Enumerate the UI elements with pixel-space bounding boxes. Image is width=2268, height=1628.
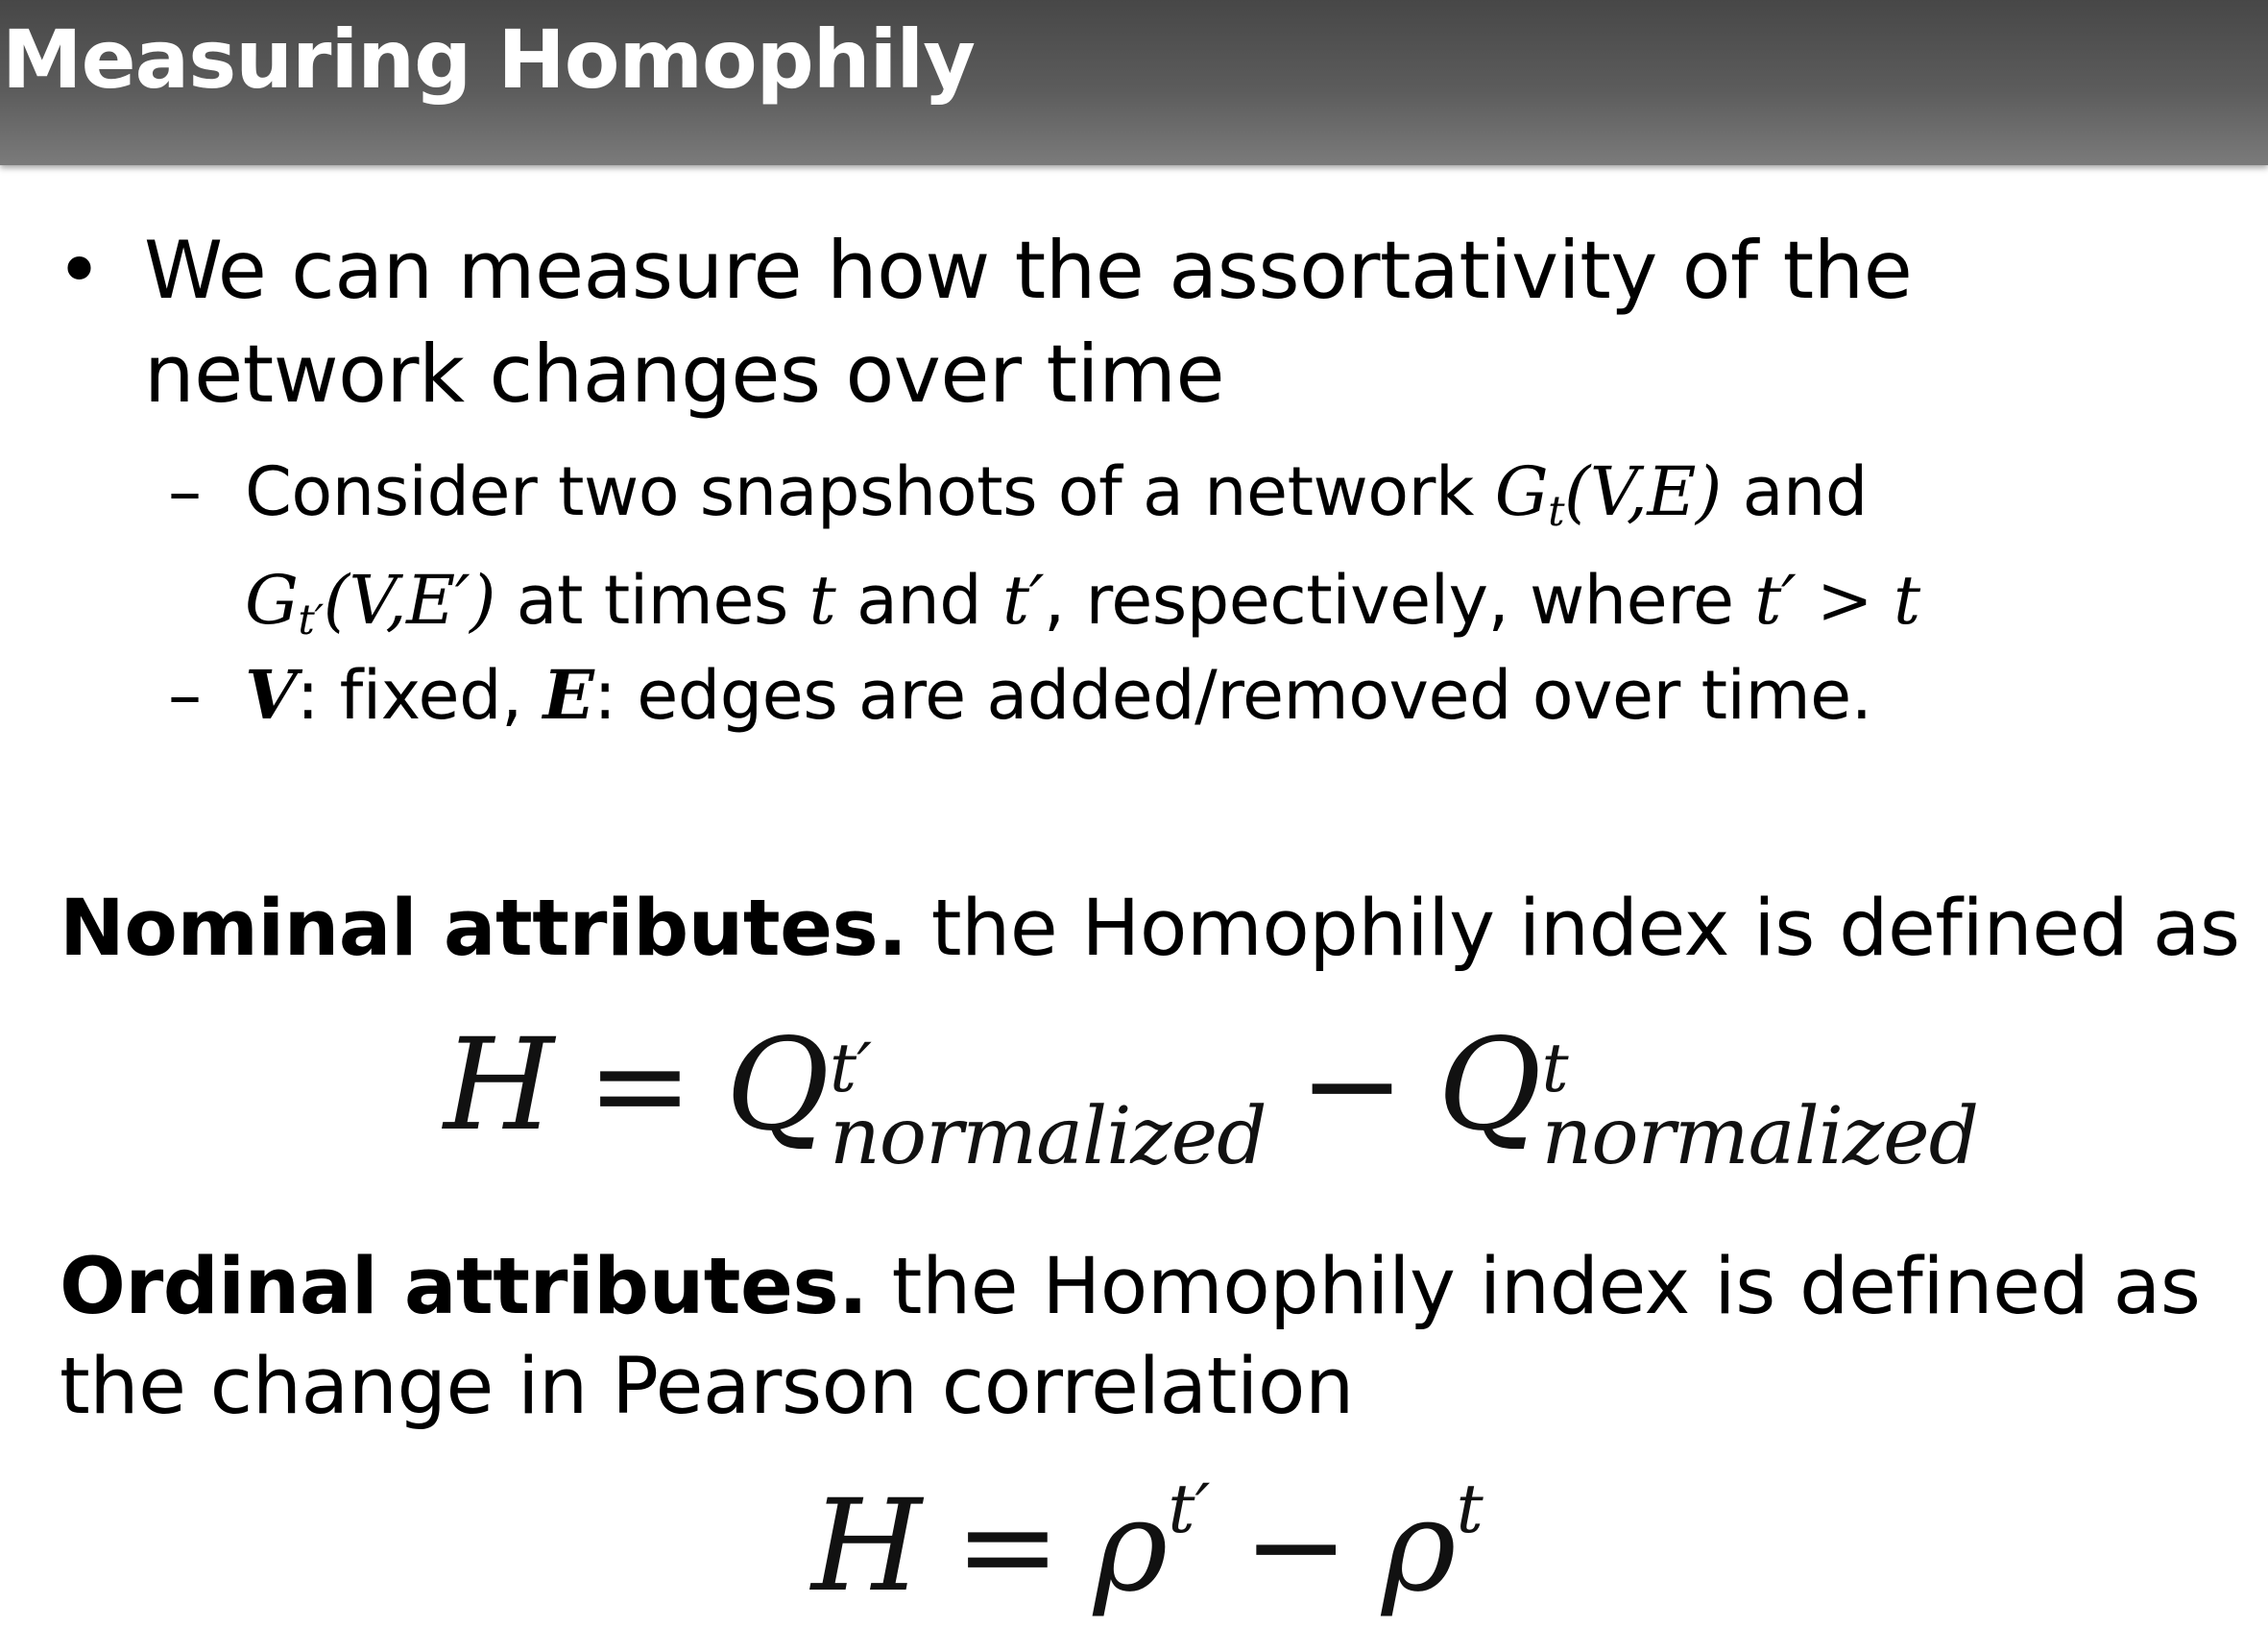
text-segment: : fixed, (296, 656, 543, 735)
eq-rho-term: ρ (1093, 1472, 1169, 1620)
math-v: V (245, 655, 297, 735)
nominal-heading: Nominal attributes. (60, 884, 907, 974)
eq-rho-sup: t (1456, 1470, 1484, 1548)
slide-title: Measuring Homophily (2, 12, 975, 107)
sub-bullet-text (245, 651, 1871, 740)
eq-lhs: H (444, 1011, 555, 1159)
eq-equals: = (954, 1472, 1061, 1620)
text-segment: Consider two snapshots of a network (245, 452, 1495, 531)
equation-nominal (444, 1004, 1978, 1219)
sub-bullet-text (245, 448, 1920, 665)
math-g-prime: Gt′(V,E′) (245, 560, 495, 644)
text-segment: and (1721, 452, 1868, 531)
ordinal-text: the Homophily index is defined as (867, 1242, 2201, 1332)
eq-q-term: Q (1437, 1011, 1542, 1159)
text-segment: and (835, 560, 1002, 640)
eq-equals: = (587, 1011, 693, 1159)
math-t-prime: t′ (1001, 560, 1044, 640)
nominal-text: the Homophily index is defined as (906, 884, 2240, 974)
eq-rho-term: ρ (1381, 1472, 1457, 1620)
eq-q-scripts: t′ $_{normalized}$ (829, 1029, 1267, 1182)
nominal-attributes-paragraph (60, 879, 2240, 979)
sub-bullet-marker: – (168, 656, 202, 735)
bullet-text (144, 219, 2208, 426)
eq-minus: − (1298, 1011, 1406, 1159)
ordinal-heading: Ordinal attributes. (60, 1242, 868, 1332)
eq-q-scripts: t $_{normalized}$ (1541, 1029, 1979, 1182)
text-segment: at times (495, 560, 809, 640)
eq-q-term: Q (725, 1011, 830, 1159)
bullet-line-2: network changes over time (144, 328, 1225, 421)
sub-bullet-line-1 (245, 448, 1920, 556)
sub-bullet-line-2 (245, 556, 1920, 665)
sub-bullet-marker: – (168, 452, 202, 531)
eq-minus: − (1243, 1472, 1349, 1620)
ordinal-attributes-paragraph (60, 1237, 2200, 1437)
text-segment: , respectively, where (1044, 560, 1755, 640)
ordinal-line-2: the change in Pearson correlation (60, 1342, 1354, 1432)
math-t: t (808, 560, 836, 640)
bullet-marker: • (56, 224, 103, 317)
bullet-line-1: We can measure how the assortativity of the (144, 224, 1913, 317)
ordinal-line-1 (60, 1237, 2200, 1337)
math-e: E (543, 655, 594, 735)
eq-lhs: H (811, 1472, 923, 1620)
math-condition: t′ > t (1754, 560, 1920, 640)
text-segment: : edges are added/removed over time. (593, 656, 1872, 735)
equation-ordinal (811, 1427, 1484, 1628)
math-g: Gt(V,E) (1494, 452, 1722, 536)
eq-rho-sup: t′ (1168, 1470, 1211, 1548)
title-bar (0, 0, 2268, 165)
